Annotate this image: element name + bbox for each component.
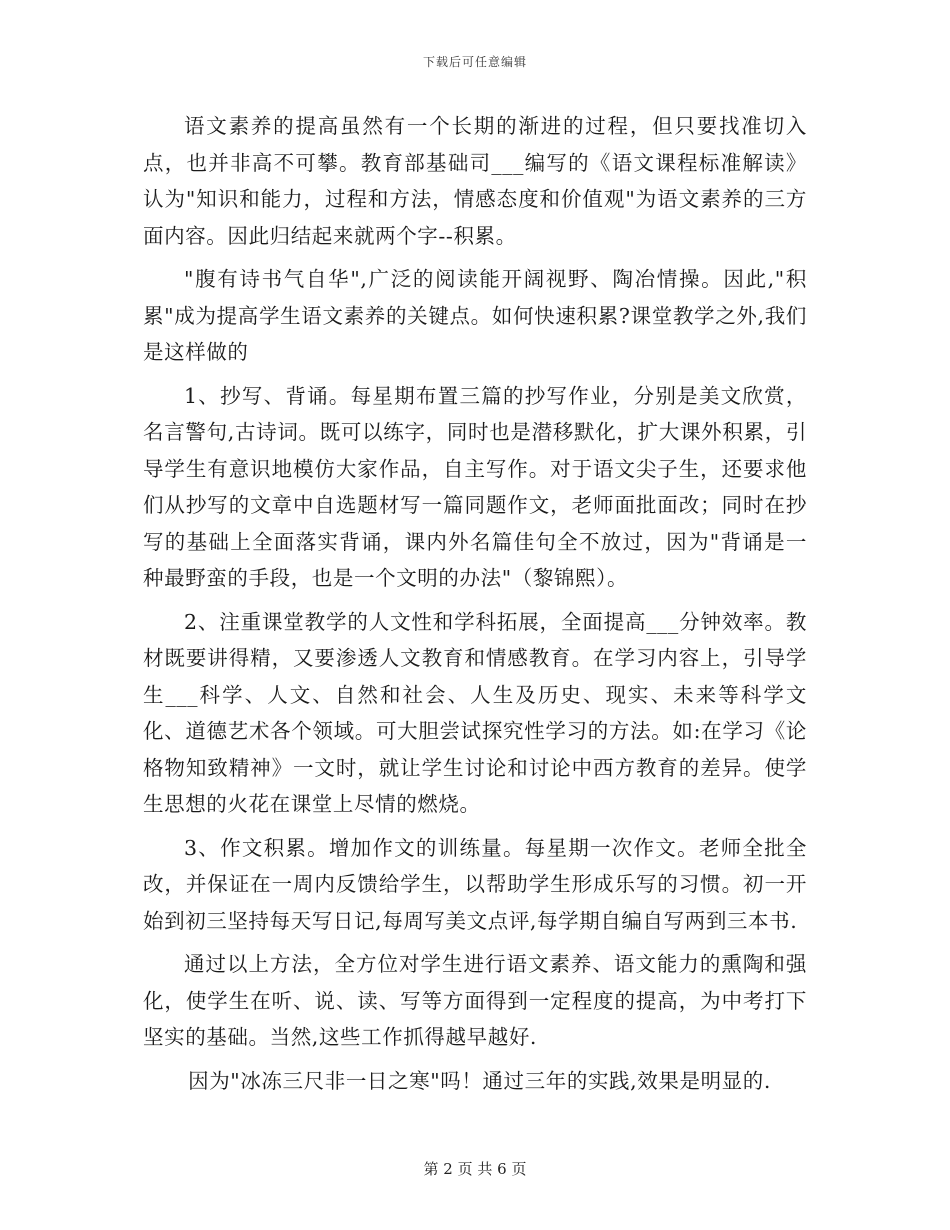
paragraph-conclusion: 因为"冰冻三尺非一日之寒"吗！通过三年的实践,效果是明显的. (188, 1068, 771, 1093)
paragraph-intro: 语文素养的提高虽然有一个长期的渐进的过程，但只要找准切入点，也并非高不可攀。教育部基础司___编写的《语文课程标准解读》认为"知识和能力，过程和方法，情感态度和价值观"为语文素养的三方面内容。因此归结起来就两个字--积累。 (143, 114, 807, 248)
paragraph-method-1: 1、抄写、背诵。每星期布置三篇的抄写作业，分别是美文欣赏，名言警句,古诗词。既可以练字，同时也是潜移默化，扩大课外积累，引导学生有意识地模仿大家作品，自主写作。对于语文尖子生，还要求他们从抄写的文章中自选题材写一篇同题作文，老师面批面改；同时在抄写的基础上全面落实背诵，课内外名篇佳句全不放过，因为"背诵是一种最野蛮的手段，也是一个文明的办法"（黎锦熙）。 (143, 383, 807, 590)
document-body (143, 108, 807, 1106)
paragraph-method-3: 3、作文积累。增加作文的训练量。每星期一次作文。老师全批全改，并保证在一周内反馈给学生，以帮助学生形成乐写的习惯。初一开始到初三坚持每天写日记,每周写美文点评,每学期自编自写两到三本书. (143, 835, 807, 933)
page-number-footer: 第 2 页 共 6 页 (423, 1160, 527, 1178)
page-header-note: 下载后可任意编辑 (422, 55, 527, 69)
paragraph-reading: "腹有诗书气自华",广泛的阅读能开阔视野、陶冶情操。因此,"积累"成为提高学生语文素养的关键点。如何快速积累?课堂教学之外,我们是这样做的 (143, 267, 807, 364)
paragraph-summary: 通过以上方法，全方位对学生进行语文素养、语文能力的熏陶和强化，使学生在听、说、读、写等方面得到一定程度的提高，为中考打下坚实的基础。当然,这些工作抓得越早越好. (143, 952, 807, 1049)
paragraph-method-2: 2、注重课堂教学的人文性和学科拓展，全面提高___分钟效率。教材既要讲得精，又要渗透人文教育和情感教育。在学习内容上，引导学生___科学、人文、自然和社会、人生及历史、现实、未来等科学文化、道德艺术各个领域。可大胆尝试探究性学习的方法。如:在学习《论格物知致精神》一文时，就让学生讨论和讨论中西方教育的差异。使学生思想的火花在课堂上尽情的燃烧。 (143, 609, 807, 816)
